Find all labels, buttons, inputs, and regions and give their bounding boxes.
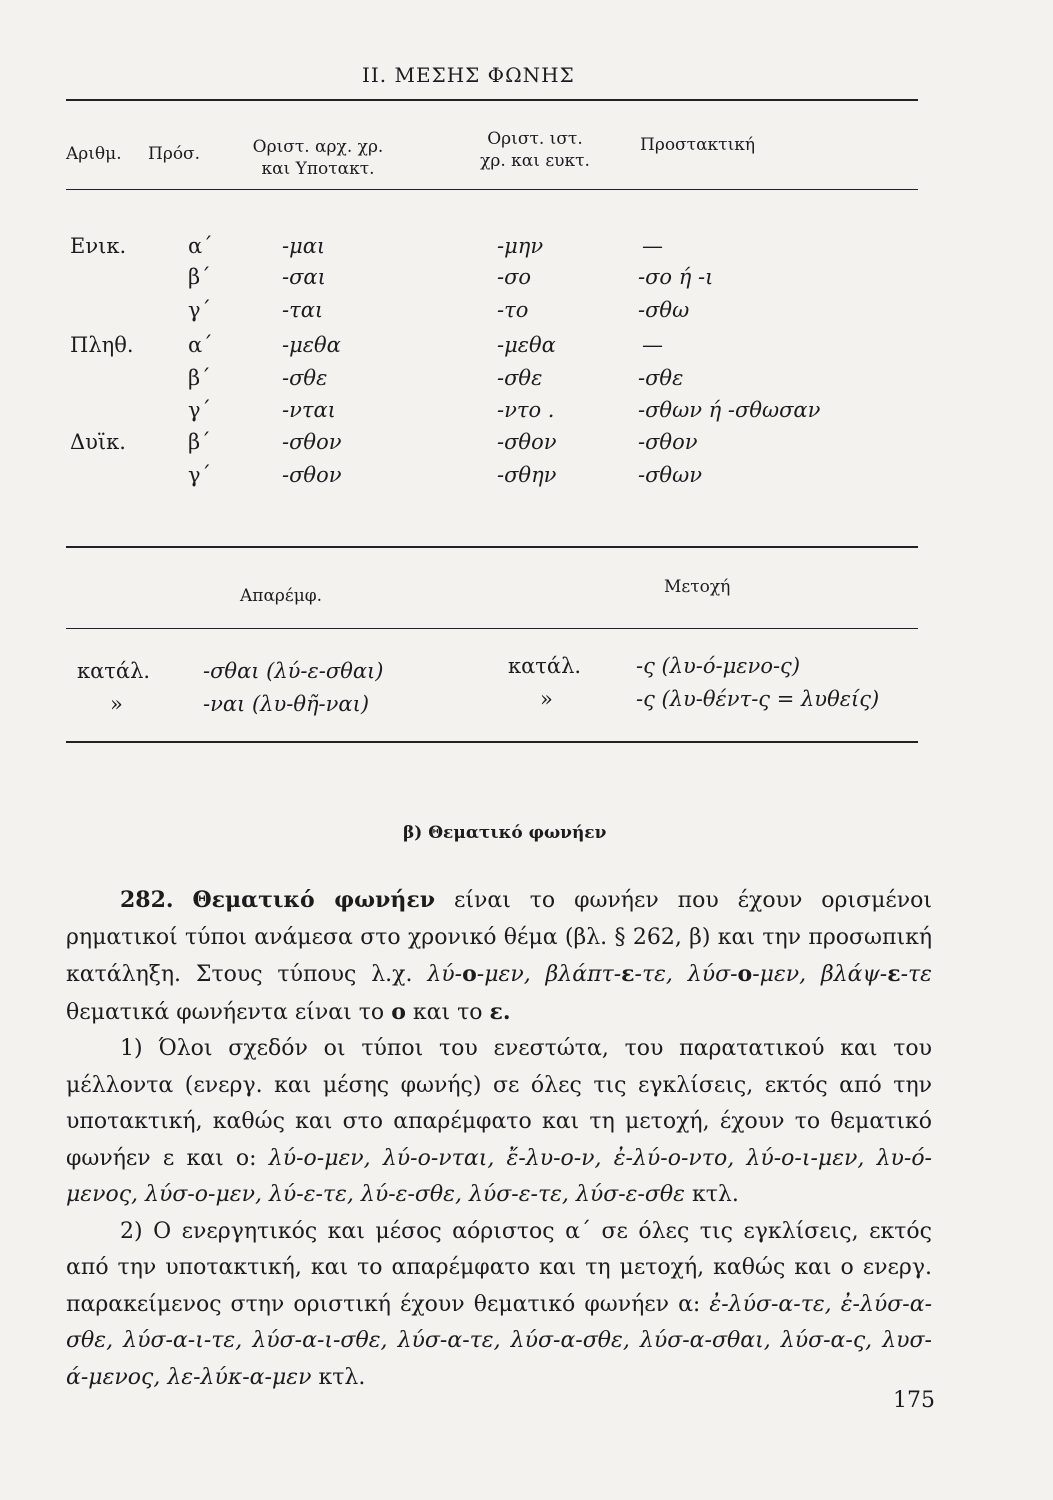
example-vowel: ε: [887, 961, 901, 987]
header-col1: [232, 136, 404, 180]
example: -τε: [900, 962, 932, 987]
row-col2: -μεθα: [497, 333, 556, 357]
row-col1: -σθε: [282, 366, 328, 390]
example-vowel: ο: [391, 998, 406, 1025]
paragraph-term: Θεματικό φωνήεν: [192, 887, 436, 913]
row-col3: —: [642, 234, 663, 258]
row-col1: -μεθα: [282, 333, 341, 357]
row-col2: -σο: [497, 265, 532, 289]
row-col1: -νται: [282, 398, 336, 422]
row-col2: -ντο .: [497, 398, 555, 422]
row-col1: -σθον: [282, 463, 342, 487]
example-vowel: ε: [621, 961, 635, 987]
row-number: Ενικ.: [70, 234, 127, 258]
body-text: [66, 882, 932, 1396]
row-col1: -μαι: [282, 234, 326, 258]
part-row-value: -ς (λυ-θέντ-ς = λυθείς): [636, 687, 880, 711]
paragraph-number: 282.: [120, 887, 174, 913]
paragraph-text: κτλ.: [692, 1182, 739, 1207]
paragraph-text: θεματικά φωνήεντα είναι το: [66, 999, 385, 1025]
inf-header: Απαρέμφ.: [240, 586, 323, 606]
example-vowel: ε.: [489, 998, 511, 1025]
row-col1: -σθον: [282, 430, 342, 454]
table-title: II. ΜΕΣΗΣ ΦΩΝΗΣ: [362, 63, 575, 87]
row-number: Πληθ.: [70, 333, 134, 357]
row-col2: -σθον: [497, 430, 557, 454]
row-person: γ΄: [188, 398, 212, 422]
inf-row-label: »: [110, 692, 123, 716]
row-person: α΄: [188, 333, 213, 357]
paragraph-text: είναι το φωνήεν που έχουν ορισμένοι ρηματικοί τύποι ανάμεσα στο χρονικό θέμα (βλ. § 262, β) και την προσωπική κατάληξη. Στους τύπους λ.χ.: [66, 888, 933, 987]
header-number: Αριθμ.: [66, 144, 122, 164]
row-person: β΄: [188, 265, 211, 289]
example-vowel: ο: [462, 961, 477, 987]
page-number: 175: [893, 1388, 935, 1413]
row-col3: -σθων ή -σθωσαν: [638, 398, 821, 422]
header-col1-line1: Οριστ. αρχ. χρ.: [252, 137, 384, 157]
paragraph-item-2: [66, 1214, 932, 1397]
inf-row-value: -ναι (λυ-θῆ-ναι): [203, 692, 370, 716]
row-person: γ΄: [188, 463, 212, 487]
row-col3: -σθον: [638, 430, 698, 454]
part-header: Μετοχή: [664, 577, 731, 597]
part-row-value: -ς (λυ-ό-μενο-ς): [636, 654, 801, 678]
paragraph-text: και το: [412, 999, 483, 1025]
table-header-rule: [66, 189, 918, 190]
row-col2: -το: [497, 298, 529, 322]
table-bottom-rule: [66, 546, 918, 548]
example: λύ-: [427, 962, 463, 987]
header-person: Πρόσ.: [148, 144, 201, 164]
section-heading: β) Θεματικό φωνήεν: [403, 823, 607, 843]
paragraph-item-1: [66, 1031, 932, 1214]
header-col2: [452, 128, 618, 172]
table-top-rule: [66, 99, 918, 101]
part-row-label: κατάλ.: [508, 654, 582, 678]
example: -μεν, βλάπτ-: [476, 962, 622, 987]
row-col2: -σθην: [497, 463, 557, 487]
row-person: γ΄: [188, 298, 212, 322]
inf-row-value: -σθαι (λύ-ε-σθαι): [203, 659, 384, 683]
row-col1: -ται: [282, 298, 324, 322]
row-person: β΄: [188, 430, 211, 454]
paragraph-text: κτλ.: [318, 1364, 366, 1390]
row-person: α΄: [188, 234, 213, 258]
row-col2: -σθε: [497, 366, 543, 390]
paragraph-282: [66, 882, 932, 1031]
inf-row-label: κατάλ.: [77, 659, 151, 683]
example: -τε, λύσ-: [634, 962, 738, 987]
paragraph-text: 2) Ο ενεργητικός και μέσος αόριστος α΄ σε όλες τις εγκλίσεις, εκτός από την υποτακτική, και το απαρέμφατο και τη μετοχή, καθώς και ο ενεργ. παρακείμενος στην οριστική έχουν θεματικό φωνήεν α:: [66, 1218, 932, 1317]
row-col3: -σο ή -ι: [638, 265, 714, 289]
inf-bottom-rule: [66, 741, 918, 743]
row-col3: -σθε: [638, 366, 684, 390]
inf-header-rule: [66, 628, 918, 629]
header-col2-line1: Οριστ. ιστ.: [487, 129, 583, 149]
row-col3: -σθω: [638, 298, 690, 322]
header-col3: Προστακτική: [640, 135, 756, 155]
header-col1-line2: και Υποτακτ.: [261, 159, 375, 179]
examples: ἐ-λύσ-α-τε, ἐ-λύσ-α-σθε, λύσ-α-ι-τε, λύσ-α-ι-σθε, λύσ-α-τε, λύσ-α-σθε, λύσ-α-σθαι, λύσ-α-ς, λυσ-ά-μενος, λε-λύκ-α-μεν: [66, 1291, 933, 1390]
row-col3: —: [642, 333, 663, 357]
row-col1: -σαι: [282, 265, 326, 289]
part-row-label: »: [540, 687, 553, 711]
row-col3: -σθων: [638, 463, 702, 487]
header-col2-line2: χρ. και ευκτ.: [480, 151, 590, 171]
row-col2: -μην: [497, 234, 544, 258]
examples: λύ-ο-μεν, λύ-ο-νται, ἔ-λυ-ο-ν, ἐ-λύ-ο-ντο, λύ-ο-ι-μεν, λυ-ό-μενος, λύσ-ο-μεν, λύ-ε-τε, λύ-ε-σθε, λύσ-ε-τε, λύσ-ε-σθε: [66, 1145, 932, 1207]
example: -μεν, βλάψ-: [752, 962, 888, 987]
row-number: Δυϊκ.: [70, 430, 126, 454]
example-vowel: ο: [737, 961, 753, 987]
row-person: β΄: [188, 366, 211, 390]
paragraph-text: 1) Όλοι σχεδόν οι τύποι του ενεστώτα, του παρατατικού και του μέλλοντα (ενεργ. και μέσης φωνής) σε όλες τις εγκλίσεις, εκτός από την υποτακτική, καθώς και στο απαρέμφατο και τη μετοχή, έχουν το θεματικό φωνήεν ε και ο:: [66, 1036, 932, 1171]
